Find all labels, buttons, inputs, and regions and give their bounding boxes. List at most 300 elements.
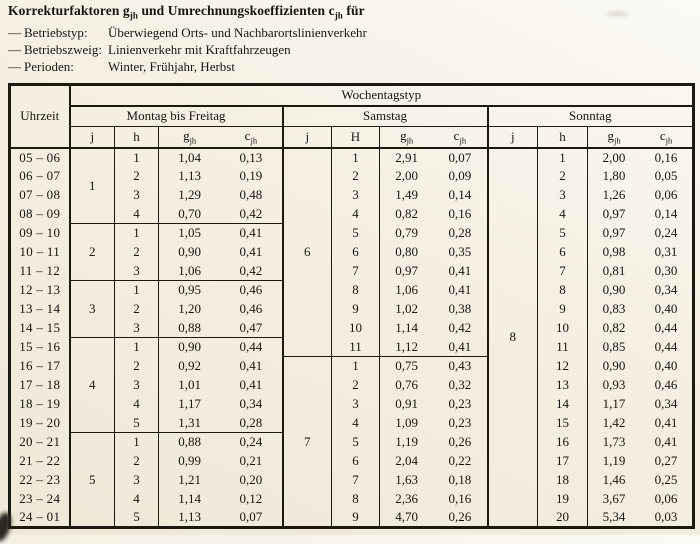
- gc-cell-weekday: [159, 186, 283, 205]
- h-cell-weekday: 3: [115, 262, 159, 281]
- c-jh-label: $c_{jh}$: [659, 127, 673, 146]
- h-cell-saturday: 8: [332, 490, 380, 509]
- gc-cell-sunday: [588, 224, 694, 243]
- h-cell-weekday: 5: [115, 414, 159, 433]
- c-value: 0,47: [239, 319, 263, 335]
- g-value: 1,06: [178, 262, 201, 278]
- h-cell-saturday: 5: [332, 224, 380, 243]
- c-value: 0,42: [448, 320, 472, 335]
- time-cell: 17 – 18: [10, 376, 70, 395]
- c-value: 0,41: [448, 282, 472, 297]
- gc-cell-saturday: [380, 167, 488, 186]
- h-cell-weekday: 4: [115, 490, 159, 509]
- c-value: 0,27: [654, 453, 678, 468]
- c-value: 0,26: [448, 434, 472, 449]
- c-value: 0,24: [654, 225, 678, 240]
- g-value: 5,34: [602, 509, 626, 525]
- col-header-uhrzeit: Uhrzeit: [10, 85, 70, 148]
- h-cell-weekday: 2: [115, 167, 159, 186]
- g-jh-label: $g_{jh}$: [400, 127, 414, 146]
- g-value: 0,76: [395, 377, 418, 392]
- h-cell-saturday: 8: [332, 281, 380, 300]
- h-cell-sunday: 15: [538, 414, 588, 433]
- gc-cell-saturday: [380, 186, 488, 205]
- c-value: 0,43: [448, 358, 472, 374]
- h-cell-weekday: 2: [115, 243, 159, 262]
- gc-cell-weekday: [159, 357, 283, 376]
- h-cell-weekday: 1: [115, 281, 159, 300]
- c-value: 0,46: [239, 301, 263, 316]
- g-value: 1,14: [178, 491, 201, 506]
- gc-cell-sunday: [588, 395, 694, 414]
- gc-cell-saturday: [380, 281, 488, 300]
- g-value: 1,04: [178, 149, 201, 165]
- table-row: [10, 433, 694, 452]
- c-value: 0,14: [654, 206, 678, 221]
- g-value: 0,97: [602, 206, 626, 221]
- meta-label: Perioden:: [24, 58, 74, 74]
- j-cell-weekday: 4: [70, 338, 115, 433]
- g-value: 1,06: [395, 282, 418, 297]
- h-cell-weekday: 3: [115, 186, 159, 205]
- g-value: 2,04: [395, 453, 418, 468]
- g-value: 0,90: [178, 244, 201, 259]
- g-value: 3,67: [602, 491, 626, 506]
- gc-cell-sunday: [588, 471, 694, 490]
- c-value: 0,16: [654, 149, 678, 165]
- g-value: 0,95: [178, 282, 201, 298]
- g-value: 1,29: [178, 187, 201, 202]
- h-cell-sunday: 13: [538, 376, 588, 395]
- h-cell-saturday: 9: [332, 509, 380, 528]
- c-value: 0,20: [239, 472, 263, 487]
- c-jh-label: $c_{jh}$: [453, 127, 467, 146]
- h-cell-saturday: 6: [332, 452, 380, 471]
- c-value: 0,40: [654, 301, 678, 316]
- g-value: 0,97: [602, 225, 626, 240]
- g-value: 0,82: [395, 206, 418, 221]
- h-cell-saturday: 4: [332, 414, 380, 433]
- c-value: 0,14: [448, 187, 472, 202]
- gc-cell-weekday: [159, 224, 283, 243]
- gc-cell-sunday: [588, 205, 694, 224]
- col-header-j-saturday: j: [283, 127, 332, 148]
- title-subscript-c: jh: [334, 10, 343, 21]
- c-value: 0,18: [448, 472, 472, 487]
- h-cell-weekday: 2: [115, 452, 159, 471]
- c-value: 0,42: [239, 205, 263, 221]
- c-value: 0,19: [239, 168, 263, 183]
- gc-cell-saturday: [380, 414, 488, 433]
- gc-cell-sunday: [588, 319, 694, 338]
- gc-cell-sunday: [588, 186, 694, 205]
- h-cell-weekday: 4: [115, 395, 159, 414]
- g-jh-label: $g_{jh}$: [607, 127, 621, 146]
- time-cell: 21 – 22: [10, 452, 70, 471]
- g-value: 2,00: [395, 168, 418, 183]
- c-value: 0,41: [239, 225, 263, 241]
- c-value: 0,23: [448, 415, 472, 430]
- h-cell-sunday: 3: [538, 186, 588, 205]
- c-value: 0,41: [239, 358, 263, 373]
- h-cell-saturday: 11: [332, 338, 380, 357]
- g-value: 0,82: [602, 320, 626, 335]
- h-cell-weekday: 3: [115, 319, 159, 338]
- meta-betriebszweig: [8, 41, 658, 58]
- g-value: 1,01: [178, 377, 201, 392]
- h-cell-saturday: 1: [332, 148, 380, 167]
- g-value: 0,75: [395, 358, 418, 374]
- c-value: 0,06: [654, 491, 678, 506]
- h-cell-weekday: 1: [115, 224, 159, 243]
- g-value: 0,80: [395, 244, 418, 259]
- g-value: 0,92: [178, 358, 201, 373]
- c-value: 0,03: [654, 509, 678, 525]
- gc-cell-saturday: [380, 509, 488, 528]
- g-value: 0,90: [602, 358, 626, 373]
- g-value: 0,91: [395, 396, 418, 411]
- h-cell-sunday: 20: [538, 509, 588, 528]
- c-value: 0,05: [654, 168, 678, 183]
- g-value: 0,70: [178, 205, 201, 221]
- meta-perioden: [8, 58, 658, 75]
- gc-cell-sunday: [588, 243, 694, 262]
- gc-cell-saturday: [380, 338, 488, 357]
- c-value: 0,44: [654, 320, 678, 335]
- header-montag-bis-freitag: Montag bis Freitag: [70, 106, 283, 127]
- time-cell: 16 – 17: [10, 357, 70, 376]
- gc-cell-weekday: [159, 281, 283, 300]
- gc-cell-weekday: [159, 300, 283, 319]
- g-value: 1,19: [602, 453, 626, 468]
- gc-cell-sunday: [588, 490, 694, 509]
- gc-cell-sunday: [588, 414, 694, 433]
- g-jh-label: $g_{jh}$: [183, 127, 197, 146]
- c-value: 0,25: [654, 472, 678, 487]
- g-value: 0,99: [178, 453, 201, 468]
- h-cell-weekday: 1: [115, 338, 159, 357]
- h-cell-saturday: 3: [332, 186, 380, 205]
- g-value: 1,42: [602, 415, 626, 430]
- c-value: 0,22: [448, 453, 472, 468]
- h-cell-sunday: 7: [538, 262, 588, 281]
- h-cell-saturday: 10: [332, 319, 380, 338]
- c-value: 0,35: [448, 244, 472, 259]
- h-cell-sunday: 8: [538, 281, 588, 300]
- time-cell: 05 – 06: [10, 148, 70, 167]
- g-value: 1,49: [395, 187, 418, 202]
- h-cell-saturday: 5: [332, 433, 380, 452]
- gc-cell-weekday: [159, 509, 283, 528]
- h-cell-sunday: 6: [538, 243, 588, 262]
- document-title: Korrekturfaktoren $g_{jh}$ und Umrechnungskoeffizienten $c_{jh}$ für: [8, 3, 365, 21]
- h-cell-sunday: 5: [538, 224, 588, 243]
- c-value: 0,38: [448, 301, 472, 316]
- c-value: 0,46: [239, 282, 263, 298]
- c-value: 0,34: [654, 282, 678, 297]
- gc-cell-sunday: [588, 376, 694, 395]
- c-value: 0,16: [448, 491, 472, 506]
- col-header-gc-sunday: [588, 127, 694, 148]
- gc-cell-saturday: [380, 376, 488, 395]
- meta-betriebstyp: [8, 24, 658, 41]
- gc-cell-sunday: [588, 300, 694, 319]
- gc-cell-weekday: [159, 167, 283, 186]
- gc-cell-weekday: [159, 395, 283, 414]
- c-value: 0,48: [239, 187, 263, 202]
- meta-label: Betriebszweig:: [24, 41, 102, 57]
- j-cell-weekday: 2: [70, 224, 115, 281]
- g-value: 4,70: [395, 509, 418, 525]
- meta-label: Betriebstyp:: [24, 24, 88, 40]
- gc-cell-sunday: [588, 148, 694, 167]
- g-value: 0,81: [602, 263, 626, 278]
- g-value: 0,97: [395, 263, 418, 278]
- c-value: 0,26: [448, 509, 472, 525]
- c-value: 0,41: [654, 415, 678, 430]
- gc-cell-weekday: [159, 471, 283, 490]
- g-value: 0,90: [178, 339, 201, 355]
- col-header-h-saturday: H: [332, 127, 380, 148]
- h-cell-weekday: 3: [115, 376, 159, 395]
- dash-bullet: —: [8, 41, 21, 57]
- gc-cell-weekday: [159, 376, 283, 395]
- g-value: 1,63: [395, 472, 418, 487]
- time-cell: 20 – 21: [10, 433, 70, 452]
- c-value: 0,30: [654, 263, 678, 278]
- col-header-j-weekday: j: [70, 127, 115, 148]
- c-value: 0,40: [654, 358, 678, 373]
- h-cell-saturday: 1: [332, 357, 380, 376]
- h-cell-sunday: 16: [538, 433, 588, 452]
- gc-cell-weekday: [159, 262, 283, 281]
- gc-cell-sunday: [588, 167, 694, 186]
- gc-cell-weekday: [159, 338, 283, 357]
- g-value: 0,85: [602, 339, 626, 354]
- time-cell: 24 – 01: [10, 509, 70, 528]
- g-value: 1,26: [602, 187, 626, 202]
- g-value: 1,09: [395, 415, 418, 430]
- gc-cell-saturday: [380, 319, 488, 338]
- g-value: 1,73: [602, 434, 626, 449]
- h-cell-saturday: 7: [332, 471, 380, 490]
- c-value: 0,41: [448, 338, 472, 354]
- g-value: 0,90: [602, 282, 626, 297]
- h-cell-weekday: 4: [115, 205, 159, 224]
- gc-cell-weekday: [159, 490, 283, 509]
- time-cell: 22 – 23: [10, 471, 70, 490]
- gc-cell-sunday: [588, 509, 694, 528]
- j-cell-weekday: 1: [70, 148, 115, 224]
- h-cell-saturday: 4: [332, 205, 380, 224]
- c-value: 0,44: [654, 339, 678, 354]
- h-cell-sunday: 18: [538, 471, 588, 490]
- g-value: 1,14: [395, 320, 418, 335]
- g-value: 0,83: [602, 301, 626, 316]
- c-value: 0,41: [448, 263, 472, 278]
- h-cell-sunday: 19: [538, 490, 588, 509]
- g-value: 2,91: [395, 149, 418, 165]
- gc-cell-weekday: [159, 148, 283, 167]
- table-row: [10, 224, 694, 243]
- g-value: 2,36: [395, 491, 418, 506]
- j-cell-saturday: 6: [283, 148, 332, 357]
- time-cell: 08 – 09: [10, 205, 70, 224]
- j-cell-sunday: 8: [488, 148, 538, 528]
- g-value: 0,98: [602, 244, 626, 259]
- time-cell: 15 – 16: [10, 338, 70, 357]
- dash-bullet: —: [8, 24, 21, 40]
- g-value: 0,88: [178, 319, 201, 335]
- gc-cell-saturday: [380, 300, 488, 319]
- h-cell-saturday: 9: [332, 300, 380, 319]
- gc-cell-sunday: [588, 281, 694, 300]
- gc-cell-saturday: [380, 148, 488, 167]
- header-wochentagstyp: Wochentagstyp: [70, 85, 694, 106]
- c-value: 0,09: [448, 168, 472, 183]
- scan-mark: [606, 12, 628, 16]
- c-value: 0,23: [448, 396, 472, 411]
- gc-cell-weekday: [159, 452, 283, 471]
- h-cell-weekday: 1: [115, 148, 159, 167]
- c-value: 0,34: [239, 396, 263, 411]
- gc-cell-saturday: [380, 471, 488, 490]
- time-cell: 09 – 10: [10, 224, 70, 243]
- time-cell: 12 – 13: [10, 281, 70, 300]
- gc-cell-saturday: [380, 224, 488, 243]
- h-cell-saturday: 3: [332, 395, 380, 414]
- h-cell-saturday: 2: [332, 167, 380, 186]
- h-cell-weekday: 5: [115, 509, 159, 528]
- gc-cell-weekday: [159, 243, 283, 262]
- col-header-j-sunday: j: [488, 127, 538, 148]
- h-cell-sunday: 1: [538, 148, 588, 167]
- g-value: 1,46: [602, 472, 626, 487]
- g-value: 1,12: [395, 338, 418, 354]
- g-value: 0,79: [395, 225, 418, 240]
- col-header-h-weekday: h: [115, 127, 159, 148]
- gc-cell-saturday: [380, 452, 488, 471]
- g-value: 1,31: [178, 414, 201, 430]
- g-value: 0,88: [178, 434, 201, 450]
- c-value: 0,28: [239, 414, 263, 430]
- gc-cell-saturday: [380, 433, 488, 452]
- col-header-gc-saturday: [380, 127, 488, 148]
- h-cell-saturday: 6: [332, 243, 380, 262]
- c-value: 0,41: [239, 244, 263, 259]
- h-cell-sunday: 14: [538, 395, 588, 414]
- c-value: 0,42: [239, 262, 263, 278]
- g-value: 1,21: [178, 472, 201, 487]
- gc-cell-weekday: [159, 433, 283, 452]
- gc-cell-saturday: [380, 262, 488, 281]
- time-cell: 14 – 15: [10, 319, 70, 338]
- dash-bullet: —: [8, 58, 21, 74]
- h-cell-sunday: 17: [538, 452, 588, 471]
- h-cell-sunday: 11: [538, 338, 588, 357]
- h-cell-weekday: 2: [115, 357, 159, 376]
- c-value: 0,13: [239, 149, 263, 165]
- h-cell-saturday: 7: [332, 262, 380, 281]
- gc-cell-sunday: [588, 433, 694, 452]
- h-cell-weekday: 3: [115, 471, 159, 490]
- gc-cell-weekday: [159, 414, 283, 433]
- c-value: 0,07: [448, 149, 472, 165]
- gc-cell-weekday: [159, 205, 283, 224]
- gc-cell-weekday: [159, 319, 283, 338]
- header-samstag: Samstag: [283, 106, 488, 127]
- gc-cell-saturday: [380, 205, 488, 224]
- gc-cell-saturday: [380, 357, 488, 376]
- meta-value: Überwiegend Orts- und Nachbarortslinienverkehr: [108, 24, 367, 40]
- table-row: [10, 281, 694, 300]
- c-value: 0,16: [448, 206, 472, 221]
- gc-cell-sunday: [588, 452, 694, 471]
- gc-cell-sunday: [588, 338, 694, 357]
- g-value: 1,05: [178, 225, 201, 241]
- h-cell-sunday: 2: [538, 167, 588, 186]
- h-cell-saturday: 2: [332, 376, 380, 395]
- time-cell: 19 – 20: [10, 414, 70, 433]
- g-value: 1,20: [178, 301, 201, 316]
- g-value: 1,17: [178, 396, 201, 411]
- h-cell-sunday: 10: [538, 319, 588, 338]
- j-cell-weekday: 5: [70, 433, 115, 528]
- h-cell-sunday: 12: [538, 357, 588, 376]
- g-value: 1,19: [395, 434, 418, 449]
- c-value: 0,32: [448, 377, 472, 392]
- j-cell-saturday: 7: [283, 357, 332, 528]
- time-cell: 10 – 11: [10, 243, 70, 262]
- g-value: 1,80: [602, 168, 626, 183]
- c-value: 0,34: [654, 396, 678, 411]
- c-jh-label: $c_{jh}$: [244, 127, 258, 146]
- table-row: [10, 338, 694, 357]
- correction-factors-table: [8, 83, 695, 529]
- gc-cell-sunday: [588, 262, 694, 281]
- document-header: [8, 3, 658, 75]
- gc-cell-saturday: [380, 395, 488, 414]
- time-cell: 11 – 12: [10, 262, 70, 281]
- g-value: 1,02: [395, 301, 418, 316]
- time-cell: 07 – 08: [10, 186, 70, 205]
- time-cell: 13 – 14: [10, 300, 70, 319]
- c-value: 0,41: [654, 434, 678, 449]
- gc-cell-saturday: [380, 243, 488, 262]
- c-value: 0,21: [239, 453, 263, 468]
- c-value: 0,28: [448, 225, 472, 240]
- c-value: 0,07: [239, 509, 263, 525]
- col-header-gc-weekday: [159, 127, 283, 148]
- h-cell-weekday: 2: [115, 300, 159, 319]
- c-value: 0,41: [239, 377, 263, 392]
- g-value: 2,00: [602, 149, 626, 165]
- meta-value: Winter, Frühjahr, Herbst: [108, 58, 235, 74]
- c-value: 0,46: [654, 377, 678, 392]
- title-subscript-g: jh: [129, 10, 138, 21]
- time-cell: 18 – 19: [10, 395, 70, 414]
- c-value: 0,31: [654, 244, 678, 259]
- meta-value: Linienverkehr mit Kraftfahrzeugen: [108, 41, 291, 57]
- table-row: [10, 148, 694, 167]
- g-value: 0,93: [602, 377, 626, 392]
- h-cell-weekday: 1: [115, 433, 159, 452]
- c-value: 0,24: [239, 434, 263, 450]
- h-cell-sunday: 4: [538, 205, 588, 224]
- g-value: 1,13: [178, 509, 201, 525]
- col-header-h-sunday: h: [538, 127, 588, 148]
- c-value: 0,44: [239, 339, 263, 355]
